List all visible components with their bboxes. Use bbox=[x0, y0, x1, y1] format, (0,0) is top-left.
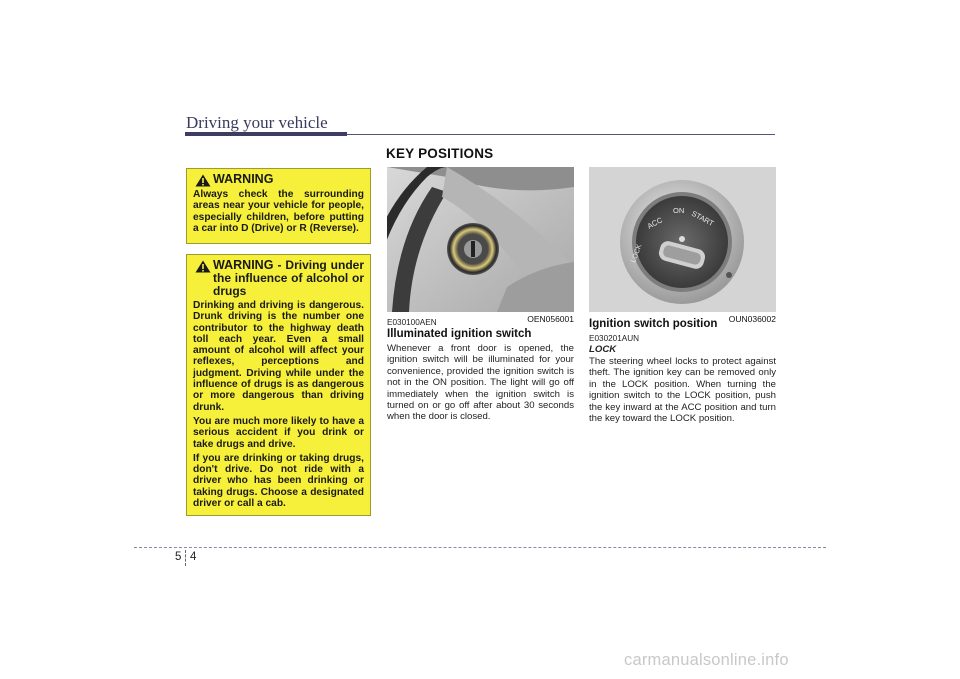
warning-triangle-icon bbox=[193, 260, 213, 273]
switch-marking-start: START bbox=[690, 208, 716, 228]
illuminated-ignition-body: Whenever a front door is opened, the ignition switch will be illuminated for your convenience, provided the ignition switch is not in the ON position. The light will go off immediately when the ignition switch is turned on or go off after about 30 seconds when the door is closed. bbox=[387, 343, 574, 423]
photo-code-label: OUN036002 bbox=[728, 314, 776, 324]
warning-header bbox=[193, 173, 364, 187]
section-title: KEY POSITIONS bbox=[386, 146, 494, 161]
warning-title-group bbox=[213, 259, 364, 298]
ignition-switch-photo bbox=[589, 167, 776, 312]
header-rule bbox=[347, 134, 775, 135]
illuminated-ignition-heading: Illuminated ignition switch bbox=[387, 328, 532, 340]
photo-code-label: OEN056001 bbox=[527, 314, 574, 324]
watermark-text: carmanualsonline.info bbox=[624, 651, 789, 669]
warning-paragraph: If you are drinking or taking drugs, don't drive. Do not ride with a driver who has been drinking or taking drugs. Choose a designated driver or call a cab. bbox=[193, 452, 364, 510]
chapter-number: 5 bbox=[175, 551, 182, 563]
footer-rule bbox=[134, 547, 826, 548]
warning-title: WARNING bbox=[213, 172, 274, 186]
header-accent-bar bbox=[185, 132, 347, 136]
warning-box-surroundings bbox=[186, 168, 371, 244]
warning-subtitle: - Driving under the influence of alcohol or drugs bbox=[213, 258, 364, 298]
lock-position-body: The steering wheel locks to protect against theft. The ignition key can be removed only in the LOCK position. When turning the ignition switch to the LOCK position, push the key inward at the ACC position and turn the key toward the LOCK position. bbox=[589, 356, 776, 425]
switch-marking-lock: LOCK bbox=[630, 243, 644, 264]
ignition-switch-position-heading: Ignition switch position bbox=[589, 318, 718, 330]
illuminated-ignition-photo bbox=[387, 167, 574, 312]
warning-paragraph: Drinking and driving is dangerous. Drunk driving is the number one contributor to the highway death toll each year. Even a small amount of alcohol will affect your reflexes, perceptions and judgment. Driving while under the influence of drugs is as dangerous or more dangerous than driving drunk. bbox=[193, 300, 364, 413]
warning-paragraph: Always check the surrounding areas near your vehicle for people, especially children, before putting a car into D (Drive) or R (Reverse). bbox=[193, 189, 364, 234]
page-header-title: Driving your vehicle bbox=[186, 113, 328, 132]
switch-marking-acc: ACC bbox=[645, 215, 664, 231]
section-code: E030100AEN bbox=[387, 318, 437, 327]
warning-triangle-icon bbox=[193, 174, 213, 187]
warning-paragraph: You are much more likely to have a serious accident if you drink or take drugs and drive. bbox=[193, 415, 364, 450]
section-code: E030201AUN bbox=[589, 334, 640, 343]
warning-box-alcohol-drugs bbox=[186, 254, 371, 516]
page-number: 4 bbox=[190, 551, 197, 563]
page-number-divider bbox=[185, 550, 186, 566]
ignition-switch-illustration bbox=[589, 167, 776, 312]
ignition-illustration bbox=[387, 167, 574, 312]
lock-position-label: LOCK bbox=[589, 344, 617, 355]
warning-title: WARNING bbox=[213, 258, 274, 272]
switch-marking-on: ON bbox=[673, 206, 685, 215]
warning-header bbox=[193, 259, 364, 298]
